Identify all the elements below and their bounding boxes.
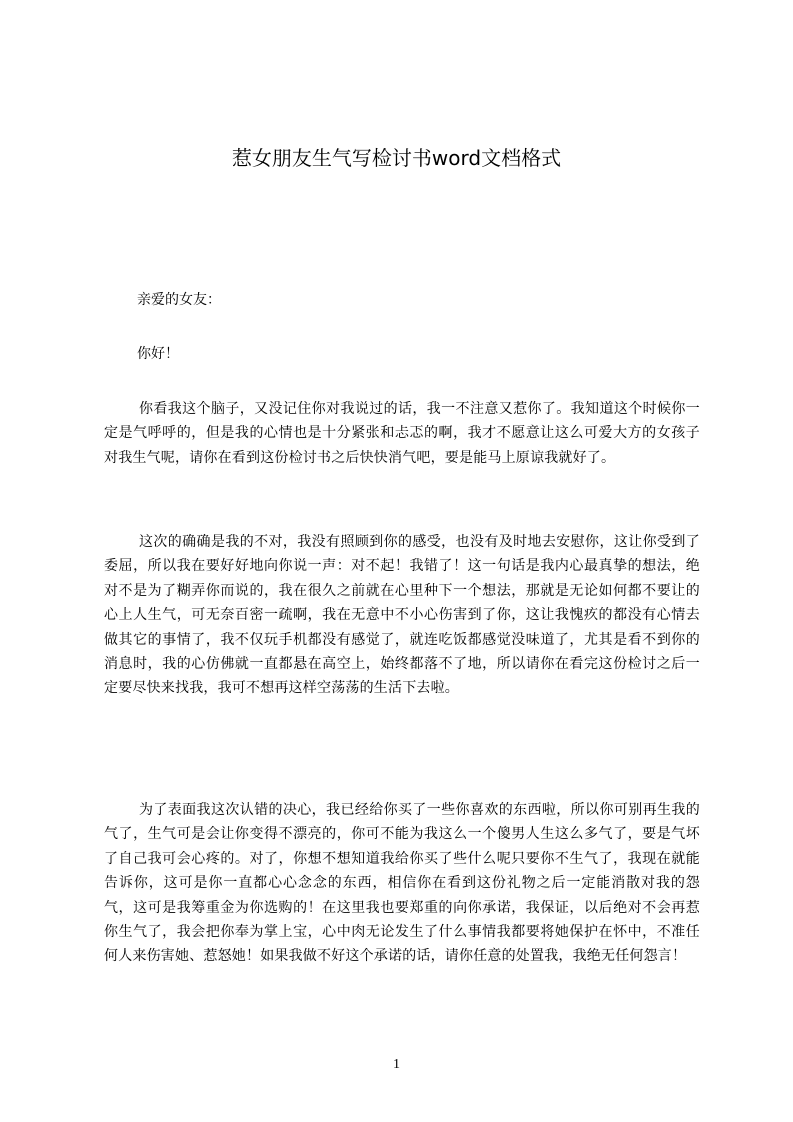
salutation: 亲爱的女友： — [137, 292, 221, 308]
paragraph-3: 为了表面我这次认错的决心，我已经给你买了一些你喜欢的东西啦，所以你可别再生我的气了，生气可是会让你变得不漂亮的，你可不能为我这么一个傻男人生这么多气了，要是气坏了自己我可会心疼的。对了，你想不想知道我给你买了些什么呢只要你不生气了，我现在就能告诉你，这可是你一直都心心念念的东西，相信你在看到这份礼物之后一定能消散对我的怨气，这可是我筹重金为你选购的！在这里我也要郑重的向你承诺，我保证，以后绝对不会再惹你生气了，我会把你奉为掌上宝，心中肉无论发生了什么事情我都要将她保护在怀中，不准任何人来伤害她、惹怒她！如果我做不好这个承诺的话，请你任意的处置我，我绝无任何怨言！ — [104, 802, 700, 965]
paragraph-1: 你看我这个脑子，又没记住你对我说过的话，我一不注意又惹你了。我知道这个时候你一定是气呼呼的，但是我的心情也是十分紧张和忐忑的啊，我才不愿意让这么可爱大方的女孩子对我生气呢，请你在看到这份检讨书之后快快消气吧，要是能马上原谅我就好了。 — [104, 401, 700, 466]
page-number: 1 — [393, 1057, 400, 1072]
greeting: 你好！ — [137, 346, 179, 362]
document-title: 惹女朋友生气写检讨书word文档格式 — [231, 146, 562, 170]
paragraph-2: 这次的确确是我的不对，我没有照顾到你的感受，也没有及时地去安慰你，这让你受到了委屈，所以我在要好好地向你说一声：对不起！我错了！这一句话是我内心最真挚的想法，绝对不是为了糊弄你而说的，我在很久之前就在心里种下一个想法，那就是无论如何都不要让的心上人生气，可无奈百密一疏啊，我在无意中不小心伤害到了你，这让我愧疚的都没有心情去做其它的事情了，我不仅玩手机都没有感觉了，就连吃饭都感觉没味道了，尤其是看不到你的消息时，我的心仿佛就一直都悬在高空上，始终都落不了地，所以请你在看完这份检讨之后一定要尽快来找我，我可不想再这样空荡荡的生活下去啦。 — [104, 534, 700, 697]
